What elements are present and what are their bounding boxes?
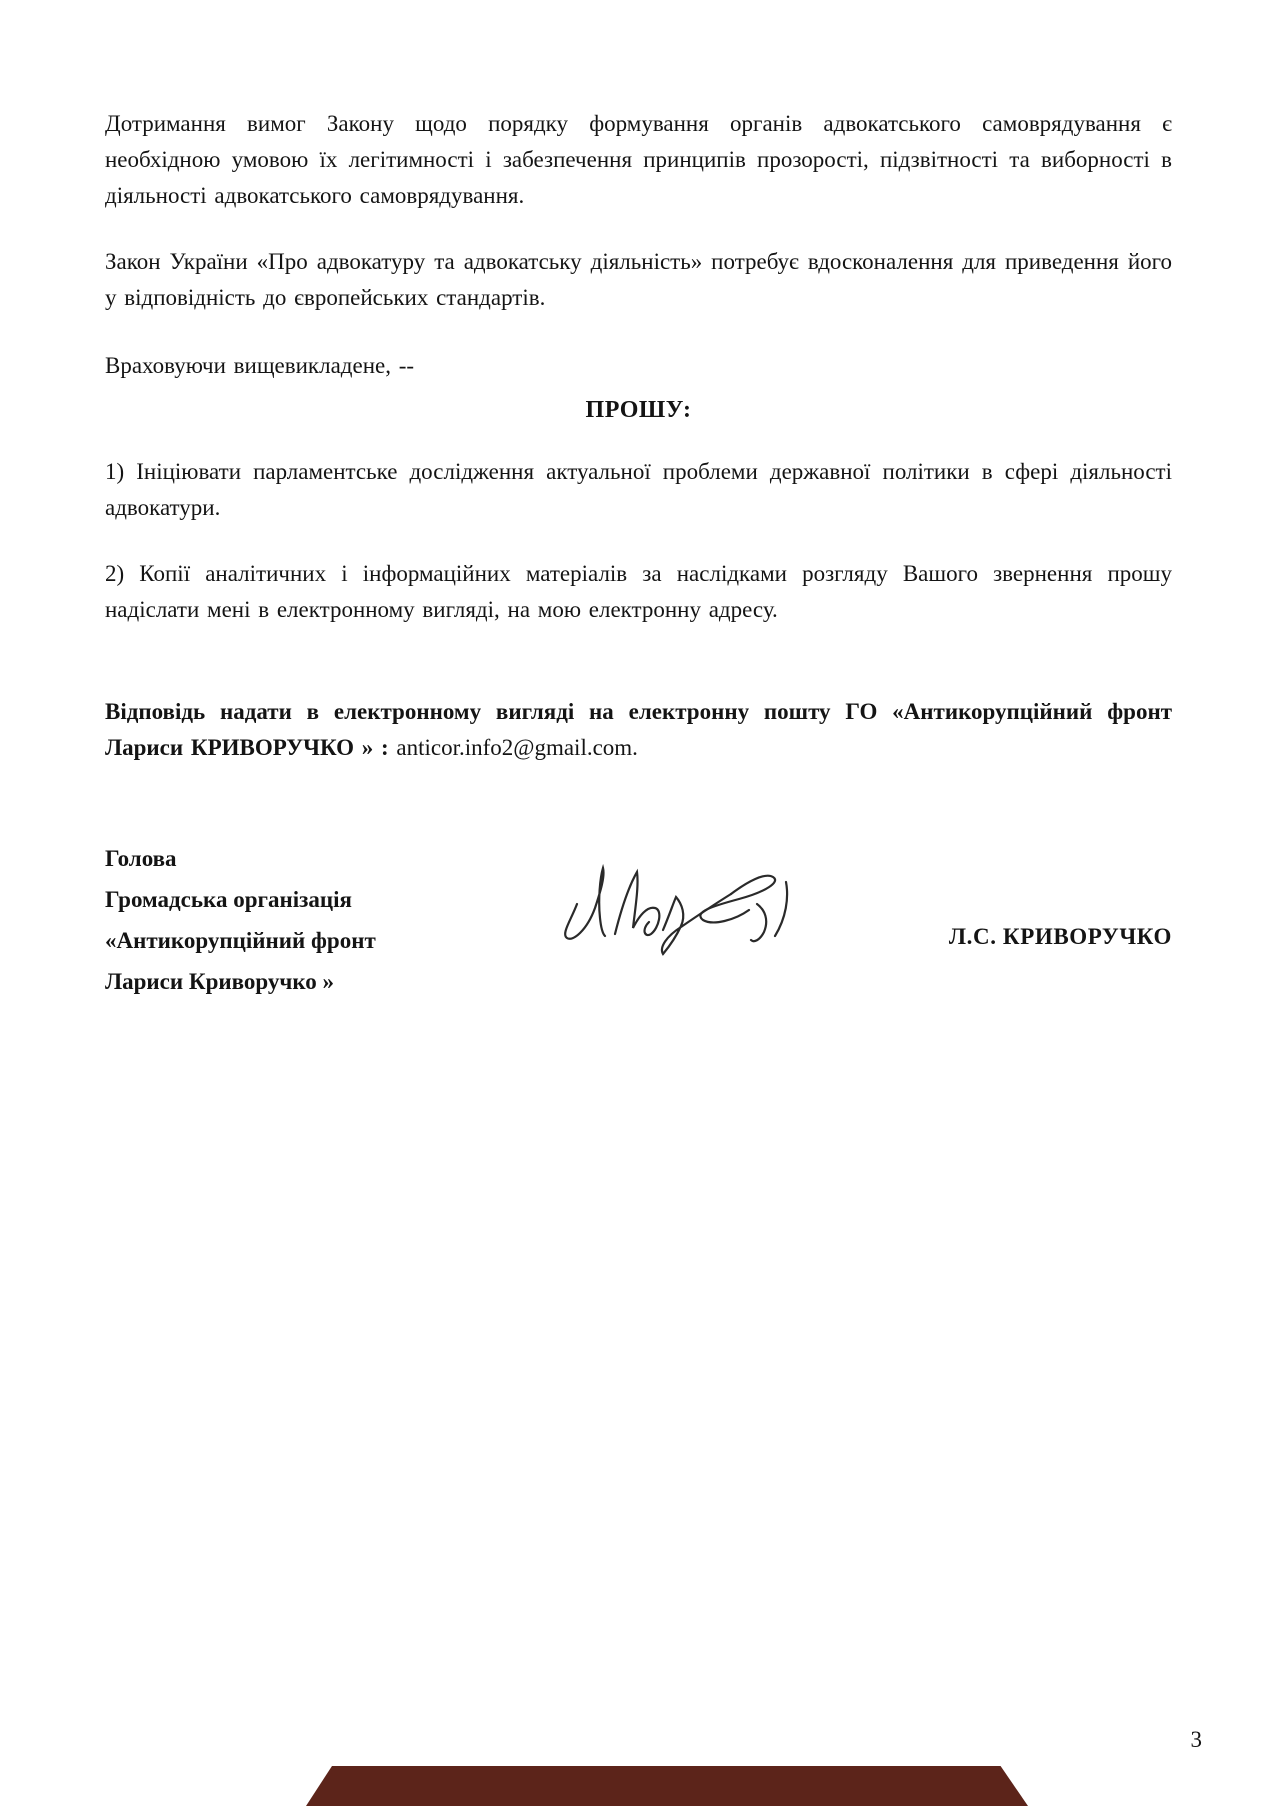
paragraph-considering: Враховуючи вищевикладене, -- [105, 353, 415, 378]
request-item-2: 2) Копії аналітичних і інформаційних матеріалів за наслідками розгляду Вашого звернення прошу надіслати мені в електронному вигляді, на мою електронну адресу. [105, 561, 1172, 622]
signature-section [105, 838, 1172, 1058]
paragraph-compliance: Дотримання вимог Закону щодо порядку формування органів адвокатського самоврядування є необхідною умовою їх легітимності і забезпечення принципів прозорості, підзвітності та виборності в діяльності адвокатського самоврядування. [105, 111, 1172, 208]
paragraph-law-improvement: Закон України «Про адвокатуру та адвокатську діяльність» потребує вдосконалення для приведення його у відповідність до європейських стандартів. [105, 249, 1172, 310]
signer-name: Л.С. КРИВОРУЧКО [948, 924, 1172, 949]
handwritten-signature-image [543, 842, 798, 960]
signer-title-line: Голова [105, 846, 177, 871]
footer-decorative-bar [306, 1766, 1028, 1806]
request-item-1: 1) Ініціювати парламентське дослідження актуальної проблеми державної політики в сфері діяльності адвокатури. [105, 459, 1172, 520]
respond-instruction-bold: Відповідь надати в електронному вигляді на електронну пошту ГО «Антикорупційний фронт Лариси КРИВОРУЧКО » : [105, 699, 1172, 760]
signer-title-line: Лариси Криворучко » [105, 969, 335, 994]
signer-title-line: «Антикорупційний фронт [105, 928, 376, 953]
request-heading: ПРОШУ: [585, 397, 692, 423]
text-column [105, 0, 1172, 1058]
page-number: 3 [1190, 1727, 1202, 1752]
signer-title-line: Громадська організація [105, 887, 352, 912]
paragraph-respond-instruction [105, 694, 1172, 766]
respond-email-address: anticor.info2@gmail.com. [396, 735, 638, 760]
